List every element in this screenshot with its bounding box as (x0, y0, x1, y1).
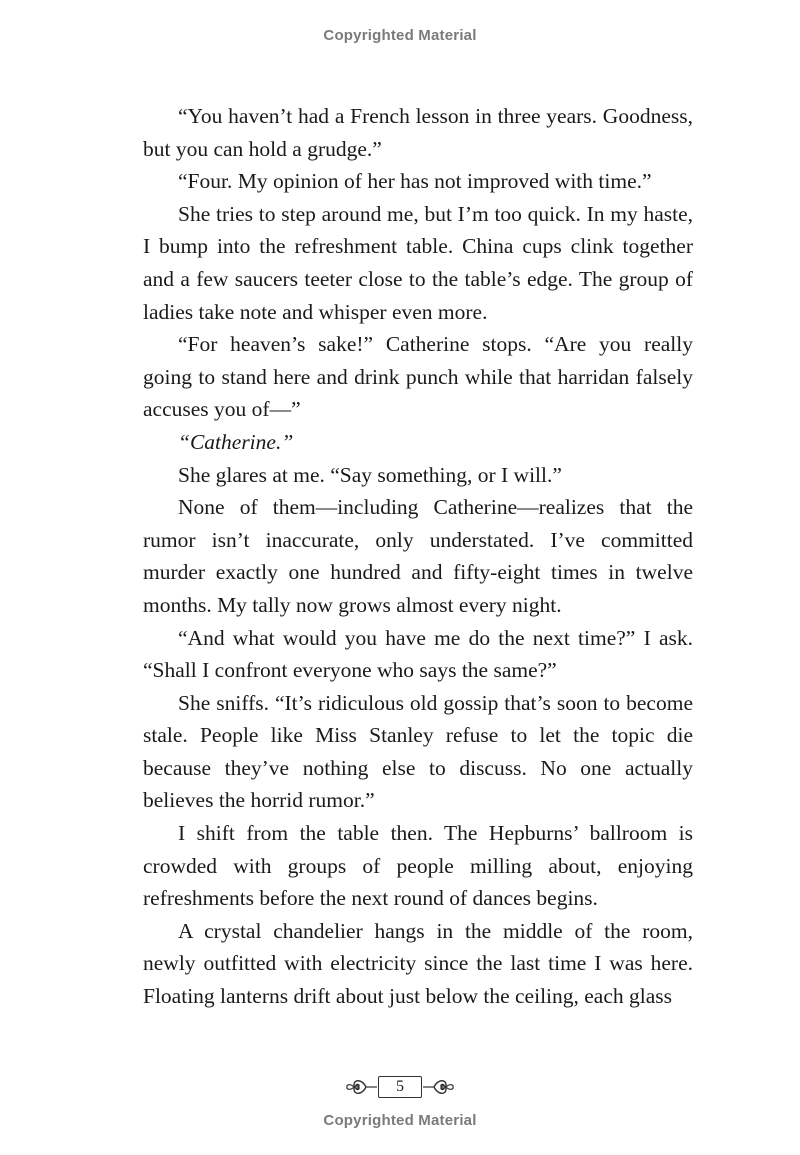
copyright-watermark-bottom: Copyrighted Material (323, 1112, 477, 1129)
left-flourish-icon (344, 1076, 378, 1098)
italic-dialogue: “Catherine.” (178, 429, 294, 454)
right-flourish-icon (422, 1076, 456, 1098)
copyright-watermark-top: Copyrighted Material (323, 27, 477, 44)
paragraph: She tries to step around me, but I’m too quick. In my haste, I bump into the refreshment table. China cups clink together and a few saucers teeter close to the table’s edge. The group of ladies take note and whisper even more. (143, 201, 693, 324)
paragraph: She glares at me. “Say something, or I will.” (178, 462, 562, 487)
paragraph: “You haven’t had a French lesson in three years. Goodness, but you can hold a grudge.” (143, 104, 693, 161)
paragraph: “Four. My opinion of her has not improved with time.” (178, 169, 652, 194)
page-number: 5 (378, 1076, 422, 1098)
page-folio (0, 1076, 800, 1098)
paragraph: “For heaven’s sake!” Catherine stops. “Are you really going to stand here and drink punch while that harridan falsely accuses you of—” (143, 332, 693, 422)
paragraph-italic (143, 426, 693, 459)
paragraph: A crystal chandelier hangs in the middle of the room, newly outfitted with electricity since the last time I was here. Floating lanterns drift about just below the ceiling, each glass (143, 918, 693, 1009)
paragraph: She sniffs. “It’s ridiculous old gossip that’s soon to become stale. People like Miss Stanley refuse to let the topic die because they’ve nothing else to discuss. No one actually believes the horrid rumor.” (143, 690, 693, 813)
paragraph: “And what would you have me do the next time?” I ask. “Shall I confront everyone who says the same?” (143, 625, 693, 683)
paragraph: None of them—including Catherine—realizes that the rumor isn’t inaccurate, only understated. I’ve committed murder exactly one hundred and fifty-eight times in twelve months. My tally now grows almost every night. (143, 495, 693, 617)
paragraph: I shift from the table then. The Hepburns’ ballroom is crowded with groups of people milling about, enjoying refreshments before the next round of dances begins. (143, 821, 693, 911)
body-text (143, 100, 693, 1013)
